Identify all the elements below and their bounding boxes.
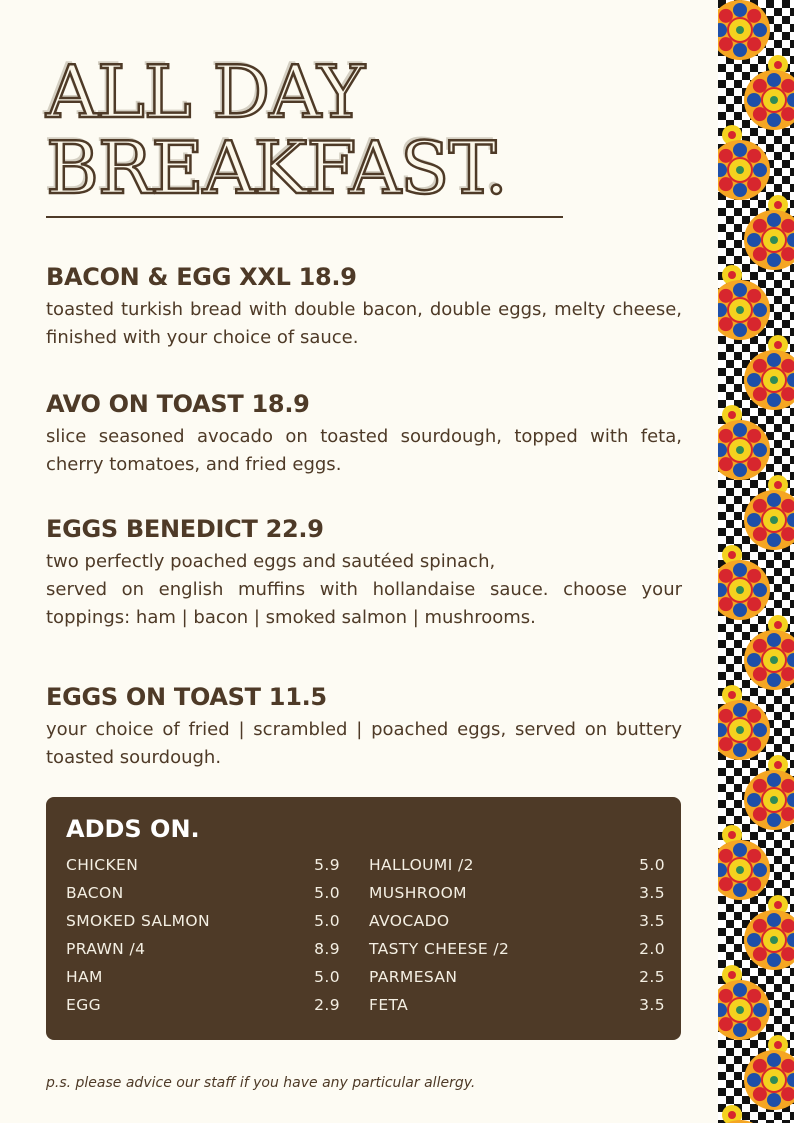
menu-item-name: EGGS BENEDICT 22.9 <box>46 515 324 543</box>
addon-name: TASTY CHEESE /2 <box>369 940 510 958</box>
addon-row <box>66 907 340 935</box>
sicilian-tile-pattern <box>718 0 794 1123</box>
addon-name: MUSHROOM <box>369 884 467 902</box>
menu-item <box>46 262 682 352</box>
menu-item <box>46 682 682 772</box>
title-line-2: BREAKFAST. <box>46 126 507 210</box>
addon-price: 5.9 <box>314 856 340 874</box>
addons-list-left <box>66 851 340 1019</box>
addons-list-right <box>369 851 665 1019</box>
addon-name: HAM <box>66 968 103 986</box>
addon-price: 2.0 <box>639 940 665 958</box>
page-title <box>46 50 507 210</box>
description-line-1: two perfectly poached eggs and sautéed spinach, <box>46 551 496 572</box>
decorative-pattern-border <box>718 0 794 1123</box>
addon-row <box>369 851 665 879</box>
addon-price: 3.5 <box>639 996 665 1014</box>
addon-name: CHICKEN <box>66 856 139 874</box>
addon-row <box>369 879 665 907</box>
allergy-note: p.s. please advice our staff if you have any particular allergy. <box>46 1075 476 1091</box>
menu-item-description: served on english muffins with hollandaise sauce. choose your toppings: ham | bacon | smoked salmon | mushrooms. <box>46 579 682 628</box>
addon-row <box>66 963 340 991</box>
title-line-1: ALL DAY <box>46 50 364 134</box>
addons-title: ADDS ON. <box>66 815 200 843</box>
addon-price: 3.5 <box>639 884 665 902</box>
addon-row <box>66 991 340 1019</box>
addon-price: 5.0 <box>639 856 665 874</box>
menu-item <box>46 389 682 479</box>
menu-item-name: EGGS ON TOAST 11.5 <box>46 683 327 711</box>
title-divider <box>46 216 563 218</box>
addon-price: 5.0 <box>314 912 340 930</box>
addon-price: 5.0 <box>314 968 340 986</box>
addon-price: 5.0 <box>314 884 340 902</box>
addon-name: FETA <box>369 996 409 1014</box>
addon-row <box>369 907 665 935</box>
menu-item-description: toasted turkish bread with double bacon, double eggs, melty cheese, finished with your choice of sauce. <box>46 299 682 348</box>
addon-price: 2.9 <box>314 996 340 1014</box>
addon-row <box>369 963 665 991</box>
addons-panel <box>46 797 681 1040</box>
addon-name: BACON <box>66 884 124 902</box>
menu-item-name: AVO ON TOAST 18.9 <box>46 390 310 418</box>
menu-item-description: slice seasoned avocado on toasted sourdough, topped with feta, cherry tomatoes, and fried eggs. <box>46 426 682 475</box>
addon-name: AVOCADO <box>369 912 450 930</box>
addon-row <box>66 851 340 879</box>
addon-row <box>66 879 340 907</box>
addon-price: 2.5 <box>639 968 665 986</box>
addon-row <box>66 935 340 963</box>
addon-price: 8.9 <box>314 940 340 958</box>
addon-name: EGG <box>66 996 102 1014</box>
addon-name: PARMESAN <box>369 968 458 986</box>
addon-row <box>369 991 665 1019</box>
menu-item-description <box>46 548 682 576</box>
menu-item-description: your choice of fried | scrambled | poached eggs, served on buttery toasted sourdough. <box>46 719 682 768</box>
addon-row <box>369 935 665 963</box>
addon-name: SMOKED SALMON <box>66 912 210 930</box>
menu-item <box>46 514 682 632</box>
menu-item-name: BACON & EGG XXL 18.9 <box>46 263 357 291</box>
addon-price: 3.5 <box>639 912 665 930</box>
addon-name: PRAWN /4 <box>66 940 146 958</box>
addon-name: HALLOUMI /2 <box>369 856 474 874</box>
